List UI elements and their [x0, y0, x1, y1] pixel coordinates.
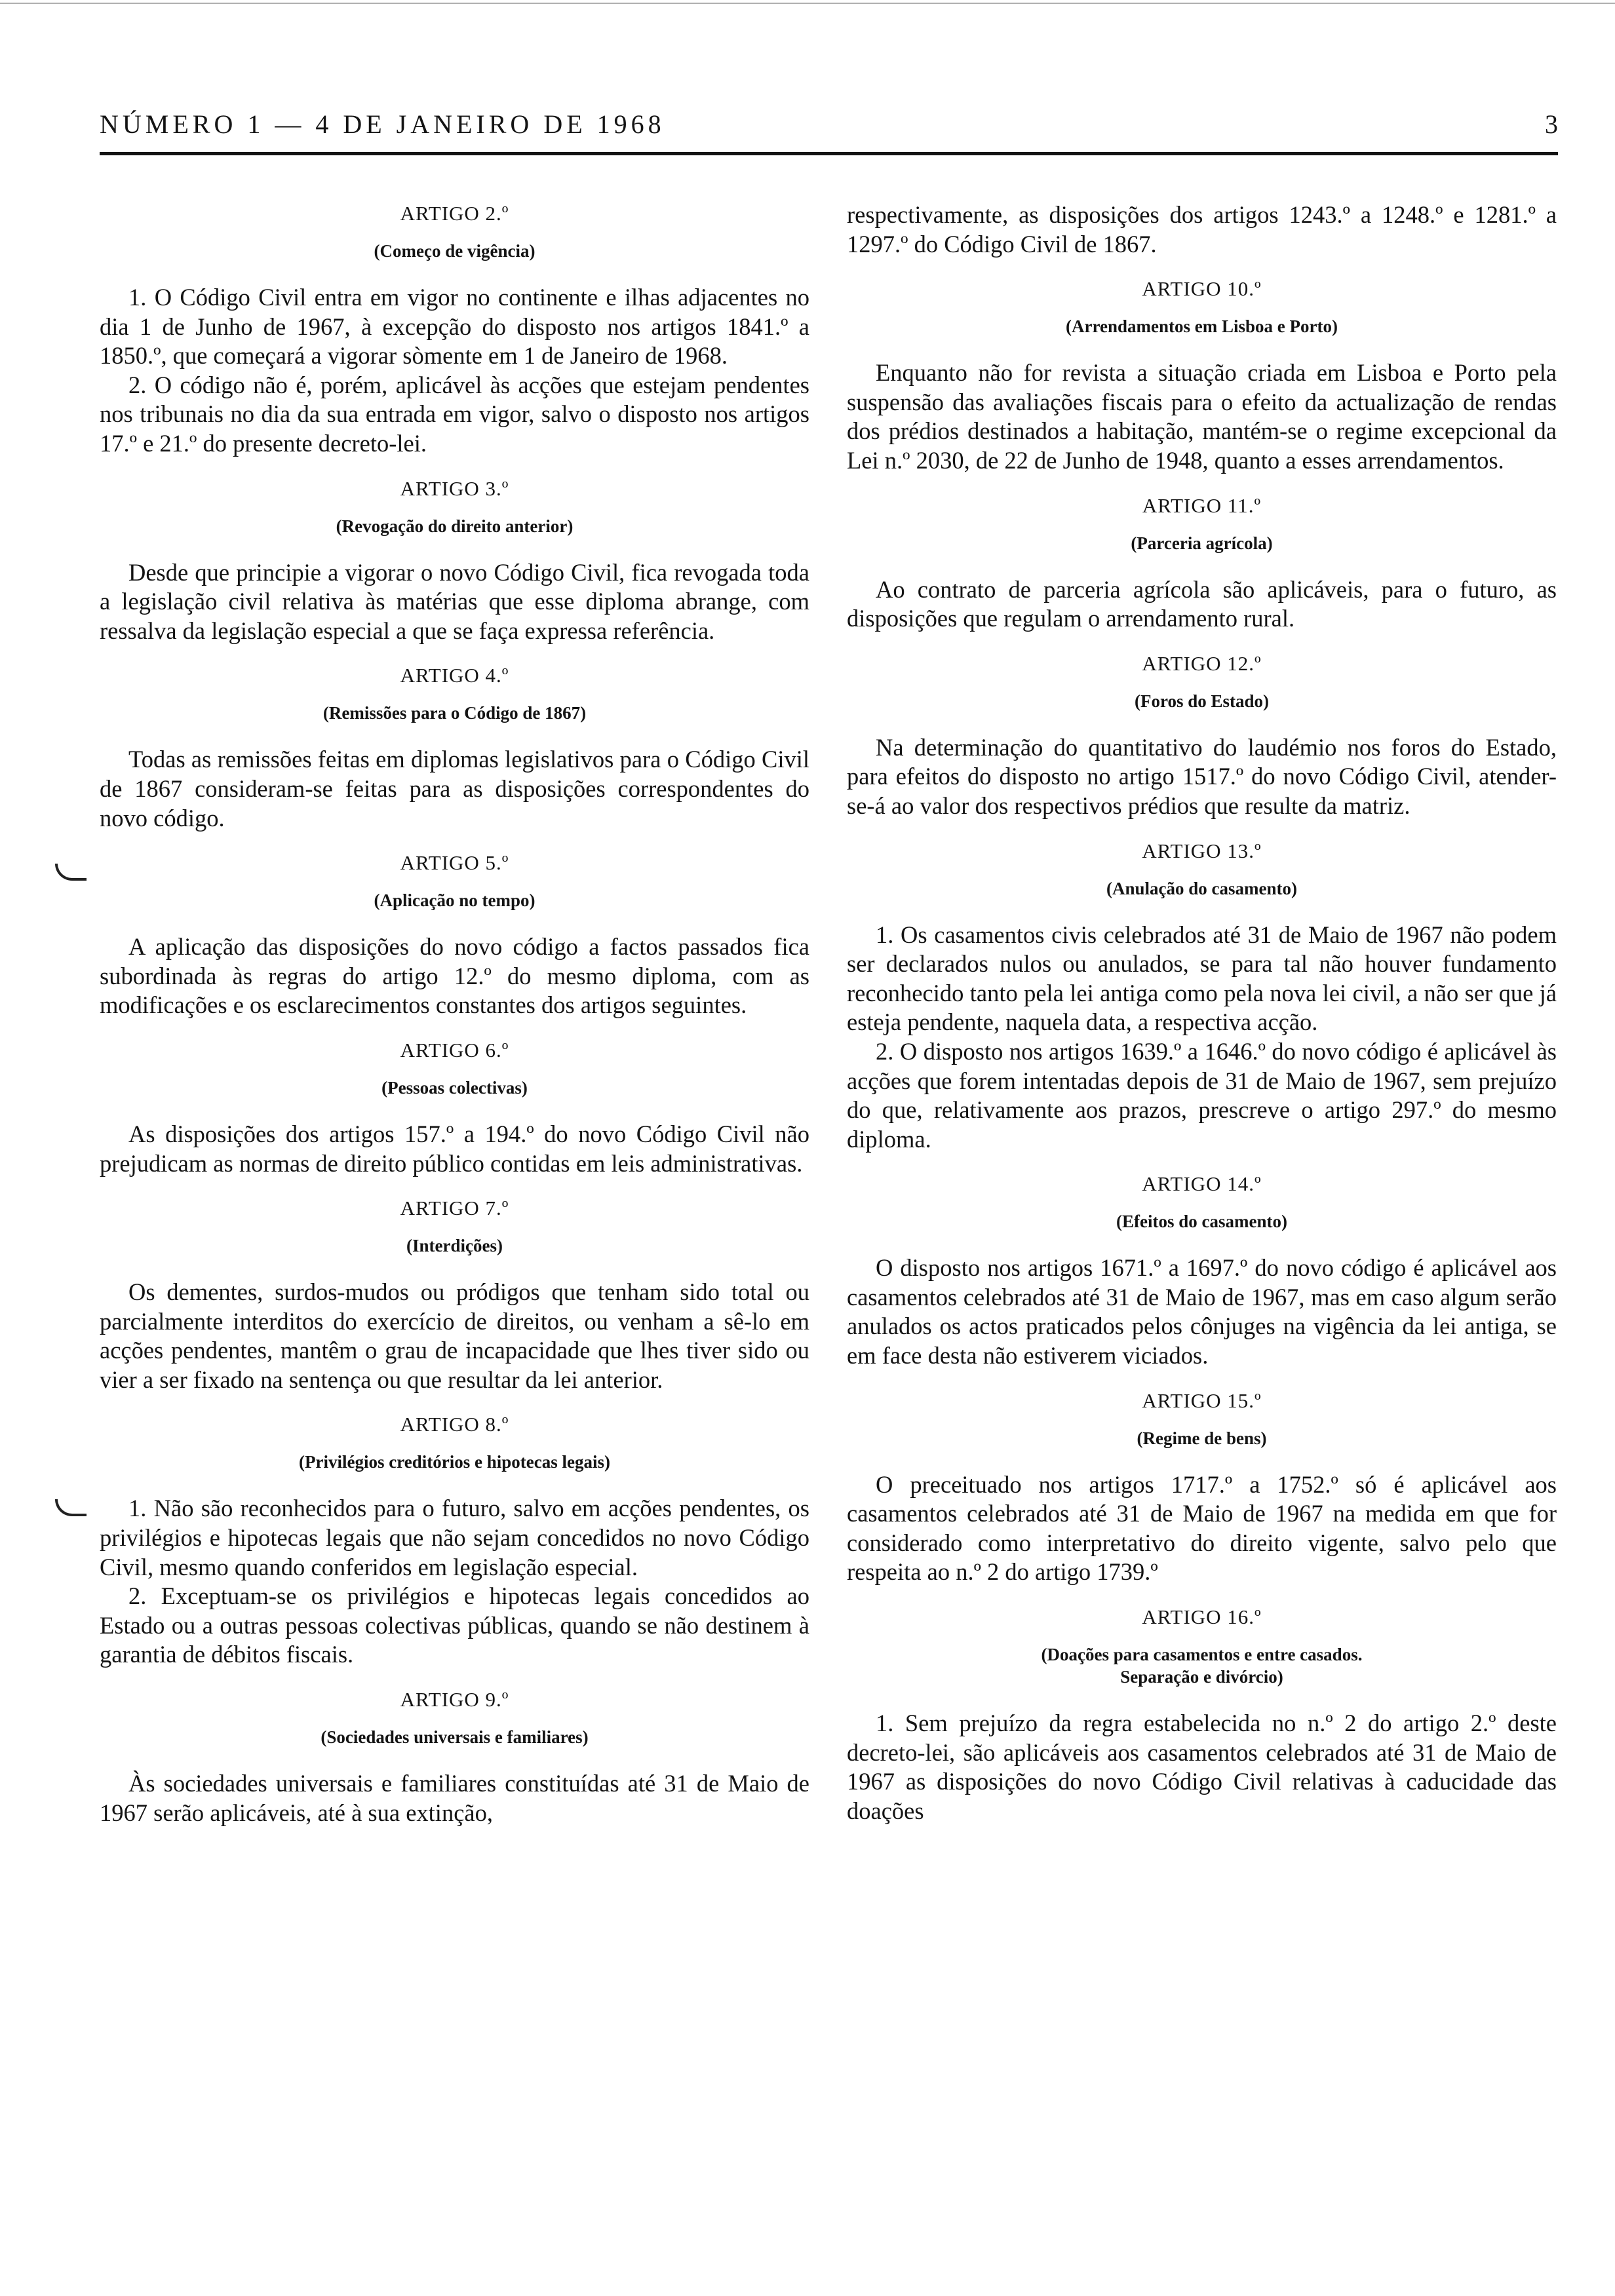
- article-paragraph: Na determinação do quantitativo do laudémio nos foros do Estado, para efeitos do disposto no artigo 1517.º do novo Código Civil, atender-se-á ao valor dos respectivos prédios que resulte da matriz.: [847, 733, 1557, 819]
- header-rule: [100, 152, 1558, 155]
- article-8: [100, 1411, 809, 1670]
- article-heading: (Revogação do direito anterior): [336, 516, 574, 536]
- article-15: [847, 1388, 1557, 1587]
- article-heading: (Regime de bens): [1137, 1428, 1267, 1448]
- article-label: ARTIGO 7.º: [400, 1196, 509, 1220]
- scan-edge-line: [0, 3, 1615, 4]
- article-paragraph: Enquanto não for revista a situação criada em Lisboa e Porto pela suspensão das avaliações fiscais para o efeito da actualização de rendas dos prédios destinados a habitação, mantém-se o regime excepcional da Lei n.º 2030, de 22 de Junho de 1948, quanto a esses arrendamentos.: [847, 359, 1557, 474]
- article-label: ARTIGO 12.º: [1142, 651, 1262, 675]
- article-10: [847, 276, 1557, 475]
- article-paragraph: Todas as remissões feitas em diplomas legislativos para o Código Civil de 1867 consideram-se feitas para as disposições correspondentes do novo código.: [100, 746, 809, 832]
- article-5: [100, 850, 809, 1020]
- article-heading: (Parceria agrícola): [1131, 533, 1273, 553]
- article-heading: (Aplicação no tempo): [374, 890, 535, 911]
- article-9: [100, 1687, 809, 1827]
- article-paragraph: 1. Sem prejuízo da regra estabelecida no n.º 2 do artigo 2.º deste decreto-lei, são aplicáveis aos casamentos celebrados até 31 de Maio de 1967 as disposições do novo Código Civil relativas à caducidade das doações: [847, 1710, 1557, 1824]
- article-label: ARTIGO 15.º: [1142, 1388, 1262, 1412]
- article-paragraph: 1. Os casamentos civis celebrados até 31 de Maio de 1967 não podem ser declarados nulos ou anulados, se para tal não houver fundamento reconhecido tanto pela lei antiga como pela nova lei civil, a não ser que já esteja pendente, naquela data, a respectiva acção.: [847, 921, 1557, 1036]
- article-label: ARTIGO 13.º: [1142, 839, 1262, 862]
- margin-mark: [55, 864, 87, 881]
- article-label: ARTIGO 8.º: [400, 1413, 509, 1436]
- article-heading: (Foros do Estado): [1134, 691, 1270, 711]
- article-heading: (Privilégios creditórios e hipotecas legais): [299, 1452, 610, 1472]
- article-label: ARTIGO 2.º: [400, 202, 509, 225]
- article-label: ARTIGO 11.º: [1142, 493, 1262, 517]
- article-label: ARTIGO 5.º: [400, 851, 509, 875]
- article-heading: (Sociedades universais e familiares): [321, 1727, 589, 1748]
- article-3: [100, 476, 809, 646]
- article-13: [847, 838, 1557, 1155]
- article-paragraph: Ao contrato de parceria agrícola são aplicáveis, para o futuro, as disposições que regulam o arrendamento rural.: [847, 575, 1557, 632]
- article-paragraph: 2. O disposto nos artigos 1639.º a 1646.º do novo código é aplicável às acções que forem intentadas depois de 31 de Maio de 1967, sem prejuízo do que, relativamente aos prazos, prescreve o artigo 297.º do mesmo diploma.: [847, 1037, 1557, 1153]
- article-paragraph: A aplicação das disposições do novo código a factos passados fica subordinada às regras do artigo 12.º do mesmo diploma, com as modificações e os esclarecimentos constantes dos artigos seguintes.: [100, 933, 809, 1019]
- article-paragraph: 2. O código não é, porém, aplicável às acções que estejam pendentes nos tribunais no dia da sua entrada em vigor, salvo o disposto nos artigos 17.º e 21.º do presente decreto-lei.: [100, 371, 809, 457]
- article-heading: (Remissões para o Código de 1867): [322, 703, 587, 723]
- article-label: ARTIGO 6.º: [400, 1038, 509, 1062]
- article-heading: (Interdições): [406, 1236, 503, 1256]
- article-paragraph: Desde que principie a vigorar o novo Código Civil, fica revogada toda a legislação civil relativa às matérias que esse diploma abrange, com ressalva da legislação especial a que se faça expressa referência.: [100, 558, 809, 644]
- right-column: [847, 201, 1557, 1826]
- article-paragraph: 1. O Código Civil entra em vigor no continente e ilhas adjacentes no dia 1 de Junho de 1967, à excepção do disposto nos artigos 1841.º a 1850.º, que começará a vigorar sòmente em 1 de Janeiro de 1968.: [100, 284, 809, 370]
- article-11: [847, 493, 1557, 634]
- article-heading: [847, 1643, 1557, 1688]
- article-16: [847, 1604, 1557, 1826]
- article-paragraph: Os dementes, surdos-mudos ou pródigos que tenham sido total ou parcialmente interditos do exercício de direitos, ou venham a sê-lo em acções pendentes, mantêm o grau de incapacidade que lhes tiver sido ou vier a ser fixado na sentença ou que resultar da lei anterior.: [100, 1278, 809, 1393]
- article-4: [100, 662, 809, 833]
- article-heading: (Efeitos do casamento): [1116, 1212, 1287, 1232]
- article-12: [847, 651, 1557, 821]
- article-label: ARTIGO 9.º: [400, 1688, 509, 1712]
- article-paragraph: As disposições dos artigos 157.º a 194.º do novo Código Civil não prejudicam as normas de direito público contidas em leis administrativas.: [100, 1120, 809, 1177]
- article-paragraph: O disposto nos artigos 1671.º a 1697.º do novo código é aplicável aos casamentos celebrados até 31 de Maio de 1967, mas em caso algum serão anulados os actos praticados pelos cônjuges na vigência da lei antiga, se em face desta não estiverem viciados.: [847, 1254, 1557, 1369]
- article-label: ARTIGO 10.º: [1142, 277, 1262, 301]
- page-number: 3: [1545, 109, 1558, 139]
- article-9-continuation: respectivamente, as disposições dos artigos 1243.º a 1248.º e 1281.º a 1297.º do Código Civil de 1867.: [847, 201, 1557, 258]
- article-2: [100, 201, 809, 459]
- article-heading: (Pessoas colectivas): [381, 1077, 528, 1098]
- article-label: ARTIGO 16.º: [1142, 1605, 1262, 1629]
- article-label: ARTIGO 4.º: [400, 664, 509, 687]
- article-label: ARTIGO 3.º: [400, 476, 509, 500]
- article-paragraph: O preceituado nos artigos 1717.º a 1752.º só é aplicável aos casamentos celebrados até 31 de Maio de 1967 na medida em que for considerado como interpretativo do direito vigente, salvo pelo que respeita ao n.º 2 do artigo 1739.º: [847, 1470, 1557, 1586]
- article-6: [100, 1037, 809, 1178]
- article-paragraph: 2. Exceptuam-se os privilégios e hipotecas legais concedidos ao Estado ou a outras pessoas colectivas públicas, quando se não destinem à garantia de débitos fiscais.: [100, 1582, 809, 1668]
- page-header: [100, 109, 1558, 143]
- article-paragraph: 1. Não são reconhecidos para o futuro, salvo em acções pendentes, os privilégios e hipotecas legais que não sejam concedidos no novo Código Civil, mesmo quando conferidos em legislação especial.: [100, 1495, 809, 1580]
- article-heading-line: (Doações para casamentos e entre casados.: [1041, 1645, 1363, 1665]
- article-heading: (Arrendamentos em Lisboa e Porto): [1066, 316, 1338, 337]
- issue-date-header: NÚMERO 1 — 4 DE JANEIRO DE 1968: [100, 109, 665, 139]
- article-14: [847, 1171, 1557, 1370]
- left-column: [100, 201, 809, 1827]
- article-heading-line: Separação e divórcio): [1120, 1667, 1283, 1687]
- margin-mark: [55, 1499, 87, 1516]
- article-heading: (Começo de vigência): [374, 241, 535, 261]
- article-7: [100, 1195, 809, 1394]
- article-paragraph: Às sociedades universais e familiares constituídas até 31 de Maio de 1967 serão aplicáveis, até à sua extinção,: [100, 1770, 809, 1826]
- article-label: ARTIGO 14.º: [1142, 1172, 1262, 1196]
- article-heading: (Anulação do casamento): [1106, 878, 1297, 898]
